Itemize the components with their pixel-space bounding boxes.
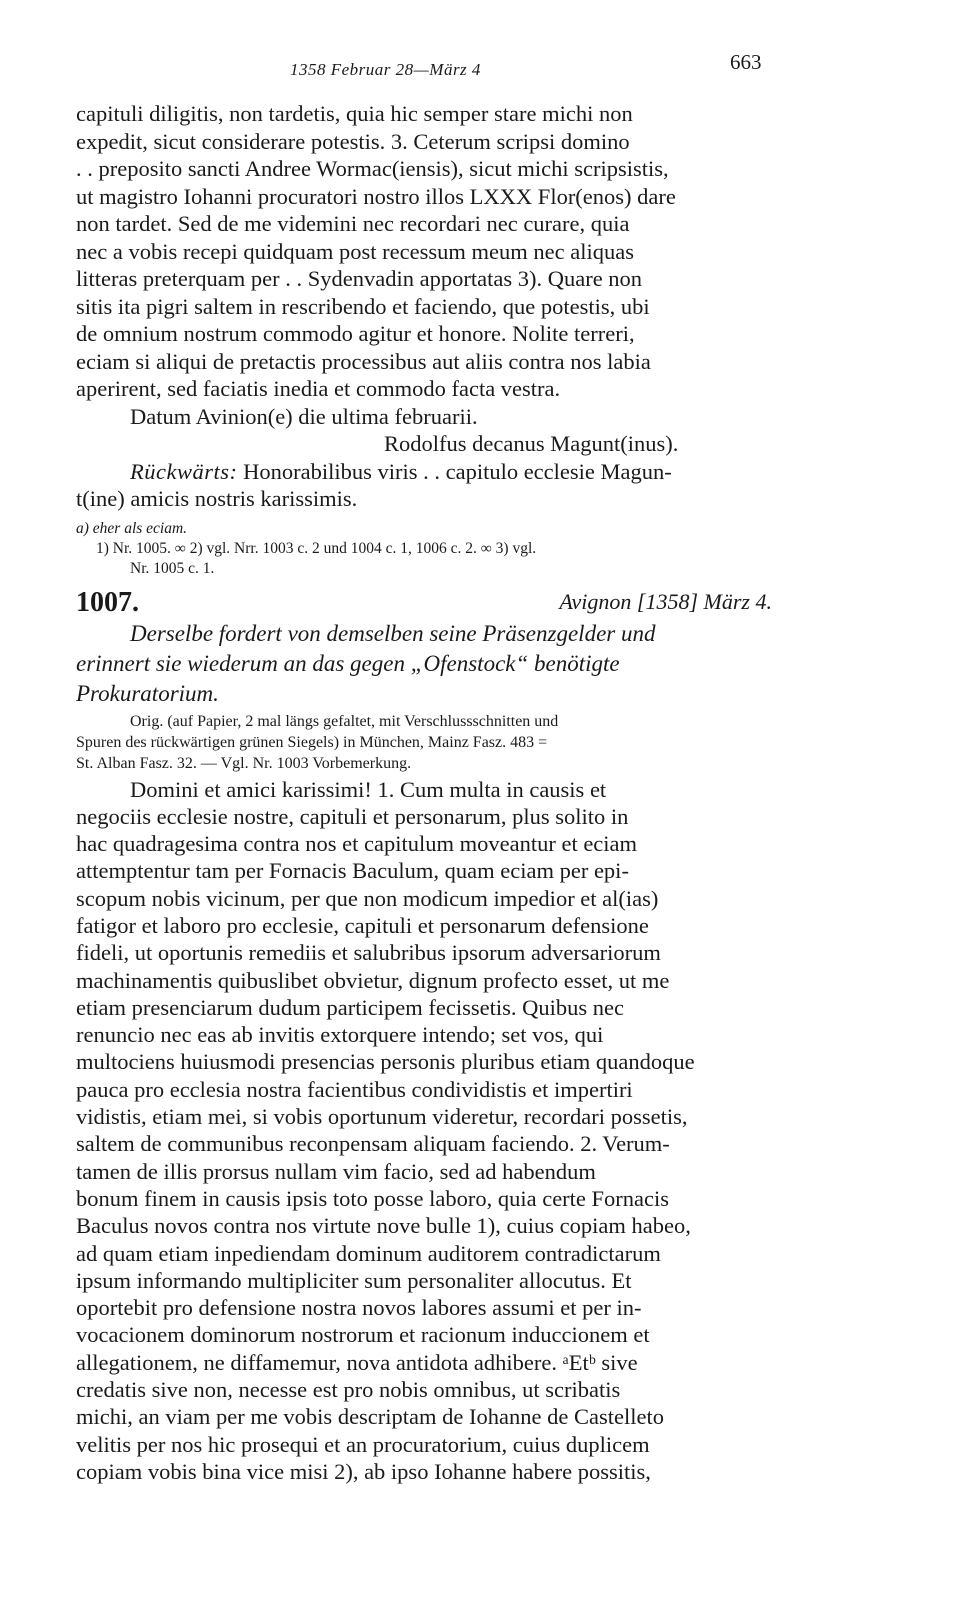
text-line: copiam vobis bina vice misi 2), ab ipso Iohanne habere possitis, [76, 1458, 651, 1484]
text-line: pauca pro ecclesia nostra facientibus condividistis et impertiri [76, 1076, 633, 1102]
text-line: de omnium nostrum commodo agitur et honore. Nolite terreri, [76, 321, 635, 346]
running-title: 1358 Februar 28—März 4 [290, 60, 481, 79]
text-line: saltem de communibus reconpensam aliquam faciendo. 2. Verum- [76, 1131, 670, 1157]
page-header [0, 50, 960, 80]
regest-line: Derselbe fordert von demselben seine Präsenzgelder und [130, 620, 656, 646]
regest-line: Prokuratorium. [76, 680, 219, 706]
footnote: 1) Nr. 1005. ∞ 2) vgl. Nrr. 1003 c. 2 und 1004 c. 1, 1006 c. 2. ∞ 3) vgl. [96, 539, 537, 557]
text-line: velitis per nos hic prosequi et an procuratorium, cuius duplicem [76, 1431, 650, 1457]
text-line: ad quam etiam inpediendam dominum auditorem contradictarum [76, 1240, 661, 1266]
page-body [76, 100, 792, 1485]
text-line: scopum nobis vicinum, per que non modicum impedior et al(ias) [76, 885, 659, 911]
text-line: aperirent, sed faciatis inedia et commodo facta vestra. [76, 376, 561, 401]
document-heading [76, 585, 792, 619]
page-number: 663 [730, 50, 762, 74]
text-line: ipsum informando multipliciter sum personaliter allocutus. Et [76, 1267, 632, 1293]
source-line: Spuren des rückwärtigen grünen Siegels) in München, Mainz Fasz. 483 = [76, 733, 548, 751]
text-line: etiam presenciarum dudum participem fecissetis. Quibus nec [76, 994, 624, 1020]
source-line: Orig. (auf Papier, 2 mal längs gefaltet, mit Verschlussschnitten und [130, 712, 559, 730]
document-number: 1007. [76, 586, 139, 618]
text-line: sitis ita pigri saltem in rescribendo et faciendo, que potestis, ubi [76, 293, 650, 319]
footnote: a) eher als eciam. [76, 519, 188, 537]
source-line: St. Alban Fasz. 32. — Vgl. Nr. 1003 Vorbemerkung. [76, 754, 412, 772]
text-line: vocacionem dominorum nostrorum et racionum induccionem et [76, 1322, 650, 1348]
text-line: ut magistro Iohanni procuratori nostro illos LXXX Flor(enos) dare [76, 183, 676, 209]
text-line: capituli diligitis, non tardetis, quia hic semper stare michi non [76, 101, 633, 126]
text-line: . . preposito sancti Andree Wormac(iensis), sicut michi scripsistis, [76, 156, 669, 181]
text-line: expedit, sicut considerare potestis. 3. Ceterum scripsi domino [76, 128, 630, 154]
text-line: machinamentis quibuslibet obvietur, dignum profecto esset, ut me [76, 967, 670, 993]
text-line: multociens huiusmodi presencias personis pluribus etiam quandoque [76, 1049, 695, 1075]
regest [76, 619, 792, 709]
dorsal-text-cont: t(ine) amicis nostris karissimis. [76, 486, 358, 511]
text-line: litteras preterquam per . . Sydenvadin apportatas 3). Quare non [76, 266, 643, 291]
signature: Rodolfus decanus Magunt(inus). [384, 431, 679, 456]
previous-letter-continuation [76, 100, 792, 579]
text-line: tamen de illis prorsus nullam vim facio, sed ad habendum [76, 1158, 596, 1184]
footnote: Nr. 1005 c. 1. [130, 559, 215, 577]
dating-clause: Datum Avinion(e) die ultima februarii. [130, 403, 478, 429]
text-line: credatis sive non, necesse est pro nobis omnibus, ut scribatis [76, 1377, 621, 1403]
source-note [76, 711, 792, 774]
place-and-date: Avignon [1358] März 4. [559, 588, 772, 614]
regest-line: erinnert sie wiederum an das gegen „Ofenstock“ benötigte [76, 650, 620, 676]
text-line: hac quadragesima contra nos et capitulum moveantur et eciam [76, 831, 638, 857]
text-line: nec a vobis recepi quidquam post recessum meum nec aliquas [76, 238, 634, 264]
document-text [76, 776, 792, 1486]
text-line: bonum finem in causis ipsis toto posse laboro, quia certe Fornacis [76, 1185, 670, 1211]
text-line: allegationem, ne diffamemur, nova antidota adhibere. ᵃEtᵇ sive [76, 1349, 638, 1375]
text-line: fatigor et laboro pro ecclesie, capituli et personarum defensione [76, 912, 649, 938]
text-line: Baculus novos contra nos virtute nove bulle 1), cuius copiam habeo, [76, 1213, 691, 1239]
text-line: Domini et amici karissimi! 1. Cum multa in causis et [130, 776, 607, 802]
text-line: vidistis, etiam mei, si vobis oportunum videretur, recordari possetis, [76, 1104, 688, 1130]
dorsal-note [76, 458, 792, 486]
text-line: attemptentur tam per Fornacis Baculum, quam eciam per epi- [76, 858, 629, 884]
text-line: eciam si aliqui de pretactis processibus aut aliis contra nos labia [76, 348, 651, 374]
text-line: fideli, ut oportunis remediis et salubribus ipsorum adversariorum [76, 940, 661, 966]
dorsal-text: Honorabilibus viris . . capitulo ecclesie Magun- [237, 458, 672, 484]
text-line: non tardet. Sed de me videmini nec recordari nec curare, quia [76, 211, 630, 236]
text-line: michi, an viam per me vobis descriptam de Iohanne de Castelleto [76, 1404, 664, 1430]
dorsal-label: Rückwärts: [130, 458, 238, 484]
text-line: renuncio nec eas ab invitis extorquere intendo; set vos, qui [76, 1022, 604, 1048]
text-line: negociis ecclesie nostre, capituli et personarum, plus solito in [76, 803, 629, 829]
text-line: oportebit pro defensione nostra novos labores assumi et per in- [76, 1295, 642, 1321]
